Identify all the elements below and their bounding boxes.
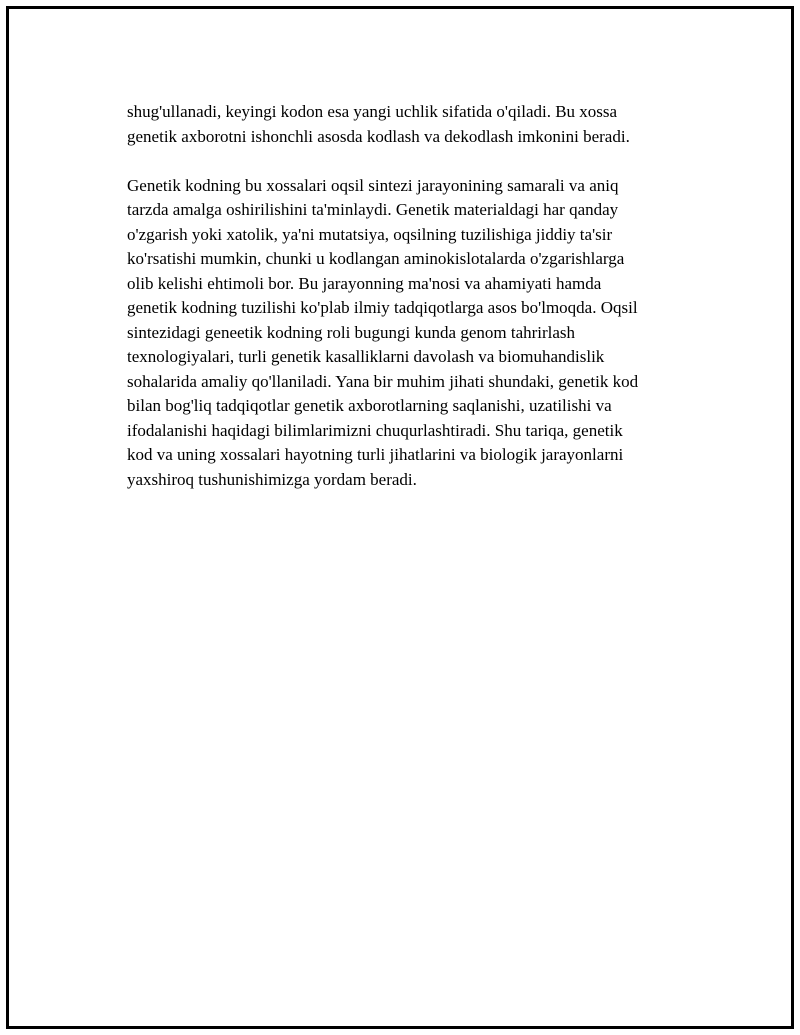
text-line: tarzda amalga oshirilishini ta'minlaydi. Genetik materialdagi har qanday: [127, 200, 619, 219]
text-line: genetik axborotni ishonchli asosda kodlash va dekodlash imkonini beradi.: [127, 126, 630, 146]
text-line: olib kelishi ehtimoli bor. Bu jarayonning ma'nosi va ahamiyati hamda: [127, 273, 602, 293]
text-line: sohalarida amaliy qo'llaniladi. Yana bir muhim jihati shundaki, genetik kod: [127, 371, 639, 391]
text-line: bilan bog'liq tadqiqotlar genetik axborotlarning saqlanishi, uzatilishi va: [127, 396, 612, 415]
body-text: [127, 100, 702, 492]
document-page: [6, 6, 794, 1029]
text-line: Genetik kodning bu xossalari oqsil sintezi jarayonining samarali va aniq: [127, 175, 619, 195]
text-line: texnologiyalari, turli genetik kasalliklarni davolash va biomuhandislik: [127, 347, 605, 366]
text-line: kod va uning xossalari hayotning turli jihatlarini va biologik jarayonlarni: [127, 445, 624, 464]
text-line: ifodalanishi haqidagi bilimlarimizni chuqurlashtiradi. Shu tariqa, genetik: [127, 420, 623, 440]
text-line: sintezidagi geneetik kodning roli bugungi kunda genom tahrirlash: [127, 322, 576, 342]
paragraph-2: [127, 174, 702, 493]
paragraph-1: [127, 100, 702, 149]
text-line: genetik kodning tuzilishi ko'plab ilmiy tadqiqotlarga asos bo'lmoqda. Oqsil: [127, 298, 638, 317]
text-line: ko'rsatishi mumkin, chunki u kodlangan aminokislotalarda o'zgarishlarga: [127, 249, 625, 268]
text-line: yaxshiroq tushunishimizga yordam beradi.: [127, 469, 417, 489]
text-line: o'zgarish yoki xatolik, ya'ni mutatsiya, oqsilning tuzilishiga jiddiy ta'sir: [127, 224, 613, 244]
text-line: shug'ullanadi, keyingi kodon esa yangi uchlik sifatida o'qiladi. Bu xossa: [127, 102, 618, 121]
